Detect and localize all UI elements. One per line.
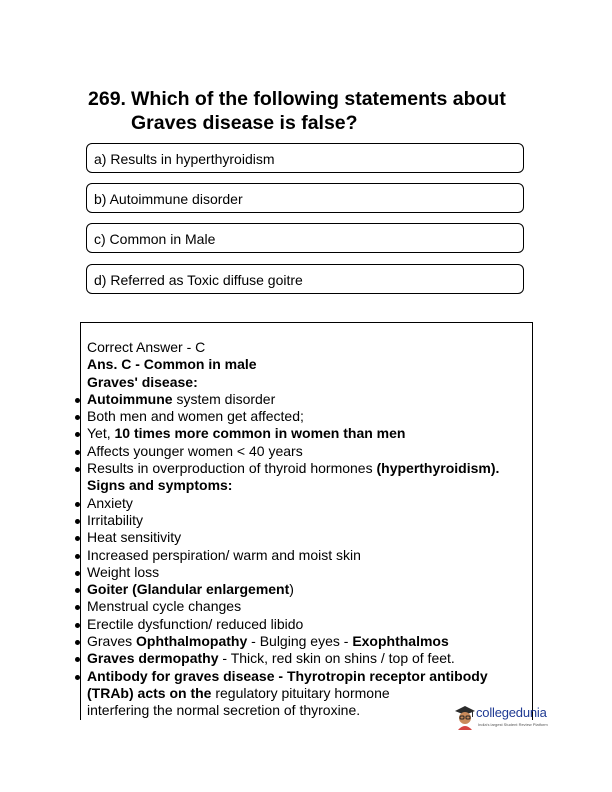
- text-segment: Graves: [87, 633, 137, 650]
- bullet-item: [87, 512, 499, 529]
- continuation-line: [87, 702, 499, 719]
- bullet-item: [87, 547, 499, 564]
- option-c[interactable]: [86, 223, 524, 253]
- graves-heading: Graves' disease:: [87, 373, 198, 390]
- question-heading: [88, 87, 506, 135]
- graduate-mascot-icon: [454, 704, 476, 730]
- text-segment: Yet,: [87, 425, 115, 442]
- text-segment: Goiter (Glandular enlargement: [87, 581, 290, 598]
- question-text-line1: Which of the following statements about: [131, 88, 506, 110]
- text-segment: (hyperthyroidism).: [376, 460, 500, 477]
- bullet-item: [87, 633, 499, 650]
- bullet-item: [87, 495, 499, 512]
- text-segment: Menstrual cycle changes: [87, 598, 242, 615]
- text-segment: - Bulging eyes -: [247, 633, 353, 650]
- logo-name: collegedunia: [476, 705, 547, 720]
- text-segment: Autoimmune: [87, 390, 173, 407]
- graves-points: [87, 391, 499, 477]
- text-segment: interfering the normal secretion of thyroxine.: [87, 702, 361, 719]
- text-segment: (TRAb) acts on the: [87, 684, 212, 701]
- text-segment: Antibody for graves disease - Thyrotropin receptor antibody: [87, 667, 488, 684]
- text-segment: Erectile dysfunction/ reduced libido: [87, 615, 304, 632]
- signs-heading: Signs and symptoms:: [87, 477, 233, 494]
- text-segment: Heat sensitivity: [87, 529, 182, 546]
- option-label: c) Common in Male: [94, 231, 216, 247]
- signs-points: [87, 495, 499, 685]
- bullet-item: [87, 616, 499, 633]
- bullet-item: [87, 529, 499, 546]
- text-segment: regulatory pituitary hormone: [211, 684, 390, 701]
- text-segment: ): [289, 581, 294, 598]
- bullet-item: [87, 460, 499, 477]
- bullet-item: [87, 408, 499, 425]
- logo-tagline: India's largest Student Review Platform: [478, 722, 548, 727]
- text-segment: Ophthalmopathy: [136, 633, 248, 650]
- text-segment: 10 times more common in women than men: [114, 425, 406, 442]
- text-segment: Both men and women get affected;: [87, 408, 304, 425]
- text-segment: Irritability: [87, 511, 144, 528]
- option-b[interactable]: [86, 183, 524, 213]
- text-segment: Anxiety: [87, 494, 133, 511]
- ans-heading: Ans. C - Common in male: [87, 356, 257, 373]
- continuation-line: [87, 685, 499, 702]
- bullet-item: [87, 443, 499, 460]
- text-segment: system disorder: [172, 390, 276, 407]
- text-segment: Results in overproduction of thyroid hormones: [87, 460, 377, 477]
- collegedunia-logo: [454, 702, 574, 734]
- bullet-item: [87, 564, 499, 581]
- text-segment: Graves dermopathy: [87, 650, 219, 667]
- text-segment: - Thick, red skin on shins / top of feet.: [218, 650, 455, 667]
- bullet-item: [87, 425, 499, 442]
- text-segment: Increased perspiration/ warm and moist skin: [87, 546, 361, 563]
- text-segment: Weight loss: [87, 563, 160, 580]
- bullet-item: [87, 581, 499, 598]
- text-segment: Exophthalmos: [352, 633, 449, 650]
- option-a[interactable]: [86, 143, 524, 173]
- option-label: a) Results in hyperthyroidism: [94, 151, 275, 167]
- bullet-item: [87, 391, 499, 408]
- bullet-item: [87, 650, 499, 667]
- bullet-item: [87, 668, 499, 685]
- correct-answer: Correct Answer - C: [87, 339, 206, 355]
- question-number: 269.: [88, 88, 126, 110]
- answer-explanation: [87, 339, 499, 720]
- text-segment: Affects younger women < 40 years: [87, 442, 303, 459]
- question-text-line2: Graves disease is false?: [131, 112, 358, 134]
- option-d[interactable]: [86, 264, 524, 294]
- bullet-item: [87, 598, 499, 615]
- continuation-text: [87, 685, 499, 720]
- option-label: d) Referred as Toxic diffuse goitre: [94, 272, 303, 288]
- option-label: b) Autoimmune disorder: [94, 191, 243, 207]
